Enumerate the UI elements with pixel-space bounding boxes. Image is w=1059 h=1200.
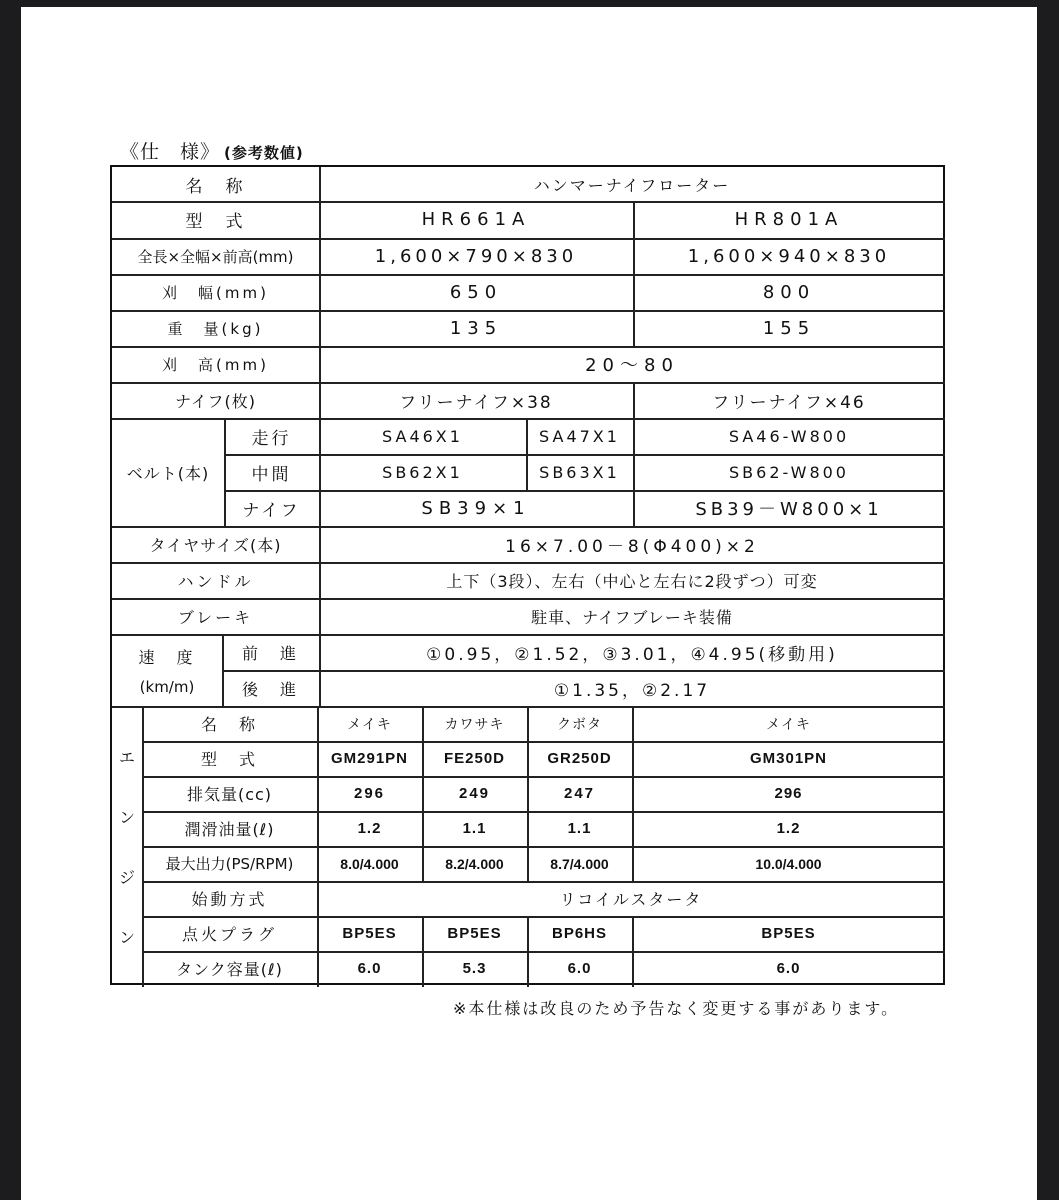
label-belt: ベルト(本) [126, 463, 210, 483]
spec-title [120, 137, 304, 164]
label-cutting-width: 刈 幅(mm) [162, 283, 269, 302]
label-engine-start: 始動方式 [191, 890, 268, 909]
label-model: 型 式 [185, 212, 246, 232]
spec-table [110, 165, 945, 985]
engine-maker-3: クボタ [557, 716, 602, 733]
value-dimensions-hr661a: 1,600×790×830 [374, 245, 578, 267]
label-cutting-height: 刈 高(mm) [162, 355, 269, 374]
value-belt-travel-hr661a-b: SA47X1 [539, 426, 620, 446]
label-speed-unit: (km/m) [139, 677, 195, 696]
value-cutting-width-hr661a: 650 [449, 281, 503, 303]
engine-char: ジ [118, 868, 135, 888]
label-handle: ハンドル [177, 571, 254, 591]
engine-model-1: GM291PN [330, 750, 409, 767]
value-belt-travel-hr801a: SA46-W800 [728, 426, 850, 446]
engine-spark-plug-4: BP5ES [761, 925, 816, 942]
label-speed [112, 634, 222, 706]
value-belt-knife-hr661a: SB39×1 [421, 497, 531, 519]
engine-spark-plug-3: BP6HS [551, 925, 608, 942]
engine-tank-3: 6.0 [567, 959, 592, 977]
value-weight-hr801a: 155 [762, 317, 816, 339]
label-engine-group [112, 706, 142, 987]
value-model-hr661a: HR661A [421, 209, 531, 230]
engine-displacement-3: 247 [563, 785, 596, 802]
engine-model-4: GM301PN [749, 750, 828, 767]
engine-maker-1: メイキ [347, 716, 392, 733]
label-speed-reverse: 後 進 [241, 679, 299, 699]
engine-displacement-4: 296 [774, 785, 803, 802]
engine-tank-1: 6.0 [357, 959, 382, 977]
label-engine-maker: 名 称 [200, 715, 258, 734]
value-speed-reverse: ①1.35，②2.17 [553, 680, 711, 701]
label-weight: 重 量(kg) [167, 319, 264, 338]
engine-oil-1: 1.2 [357, 820, 382, 837]
label-name: 名 称 [185, 176, 246, 197]
engine-oil-3: 1.1 [567, 820, 592, 837]
engine-char: ン [118, 807, 135, 827]
label-engine-oil: 潤滑油量(ℓ) [184, 820, 275, 839]
value-product-name: ハンマーナイフローター [533, 175, 731, 195]
label-engine-tank: タンク容量(ℓ) [176, 959, 283, 979]
value-belt-middle-hr801a: SB62-W800 [729, 462, 849, 482]
engine-char: ン [118, 928, 135, 948]
value-belt-knife-hr801a: SB39－W800×1 [695, 499, 883, 520]
value-knife-hr661a: フリーナイフ×38 [399, 392, 553, 413]
label-tire-size: タイヤサイズ(本) [149, 535, 282, 555]
value-cutting-width-hr801a: 800 [762, 281, 816, 303]
label-belt-knife: ナイフ [242, 500, 301, 521]
footnote: ※本仕様は改良のため予告なく変更する事があります。 [453, 999, 900, 1018]
engine-max-output-4: 10.0/4.000 [755, 855, 822, 872]
label-engine-model: 型 式 [200, 750, 258, 769]
value-handle: 上下（3段）、左右（中心と左右に2段ずつ）可変 [446, 571, 818, 591]
engine-max-output-2: 8.2/4.000 [445, 855, 504, 872]
value-weight-hr661a: 135 [449, 317, 503, 339]
value-tire-size: 16×7.00－8(Φ400)×2 [505, 536, 759, 557]
engine-model-3: GR250D [547, 750, 612, 767]
engine-max-output-1: 8.0/4.000 [340, 855, 399, 872]
label-dimensions: 全長×全幅×前高(mm) [137, 247, 294, 266]
label-speed-forward: 前 進 [241, 643, 299, 663]
engine-tank-4: 6.0 [776, 959, 801, 977]
engine-oil-2: 1.1 [462, 820, 487, 837]
label-belt-middle: 中間 [251, 464, 292, 485]
engine-char: エ [118, 747, 135, 767]
engine-maker-2: カワサキ [444, 716, 505, 733]
value-knife-hr801a: フリーナイフ×46 [712, 392, 866, 413]
label-engine-displacement: 排気量(cc) [186, 785, 273, 804]
value-cutting-height: 20～80 [585, 355, 679, 376]
value-model-hr801a: HR801A [734, 209, 844, 230]
label-speed-title: 速 度 [138, 647, 196, 667]
engine-oil-4: 1.2 [776, 820, 801, 837]
engine-maker-4: メイキ [766, 716, 811, 733]
label-knife: ナイフ(枚) [175, 391, 256, 411]
spec-title-main: 《仕 様》 [120, 141, 221, 163]
value-belt-middle-hr661a-b: SB63X1 [539, 462, 620, 482]
engine-max-output-3: 8.7/4.000 [550, 855, 609, 872]
engine-displacement-2: 249 [458, 785, 491, 802]
value-belt-travel-hr661a-a: SA46X1 [382, 426, 463, 446]
value-speed-forward: ①0.95，②1.52，③3.01，④4.95(移動用) [426, 644, 838, 665]
label-engine-spark-plug: 点火プラグ [181, 925, 277, 944]
engine-displacement-1: 296 [353, 785, 386, 802]
label-belt-travel: 走行 [251, 428, 292, 449]
value-belt-middle-hr661a-a: SB62X1 [382, 462, 463, 482]
spec-title-sub: (参考数値) [224, 144, 304, 162]
engine-model-2: FE250D [443, 750, 506, 767]
engine-start-value: リコイルスタータ [559, 890, 703, 909]
value-brake: 駐車、ナイフブレーキ装備 [531, 607, 733, 627]
engine-spark-plug-2: BP5ES [447, 925, 502, 942]
value-dimensions-hr801a: 1,600×940×830 [687, 245, 891, 267]
engine-tank-2: 5.3 [462, 959, 487, 977]
engine-spark-plug-1: BP5ES [342, 925, 397, 942]
label-brake: ブレーキ [177, 607, 254, 627]
label-engine-max-output: 最大出力(PS/RPM) [165, 855, 294, 873]
